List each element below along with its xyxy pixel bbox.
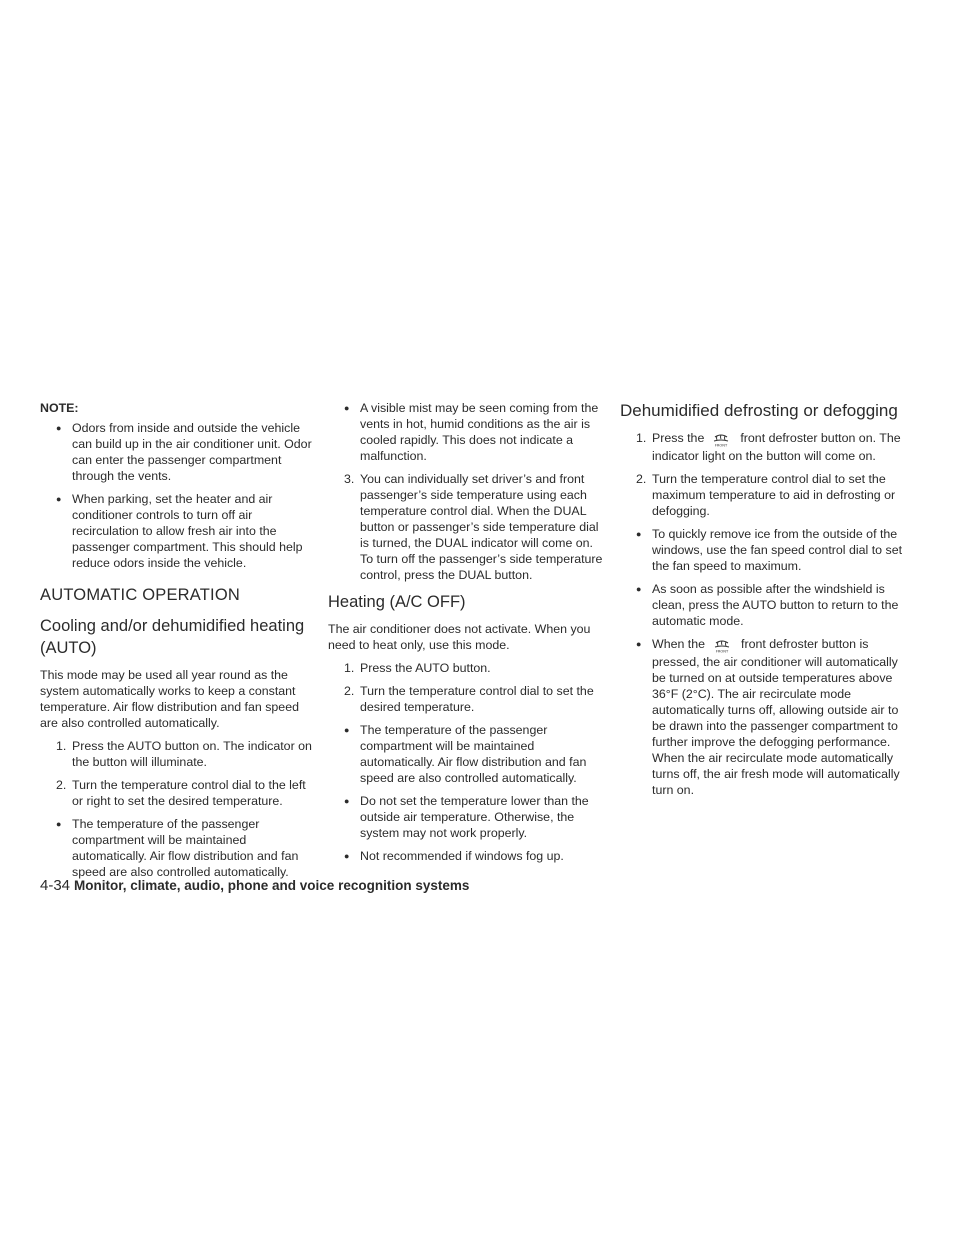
heating-intro: The air conditioner does not activate. When you need to heat only, use this mode.: [328, 622, 591, 652]
step-number: 3.: [344, 472, 355, 486]
chapter-title: Monitor, climate, audio, phone and voice recognition systems: [74, 878, 470, 893]
defrost-bullet-3: [620, 636, 910, 798]
heating-bullet-3: ● Not recommended if windows fog up.: [328, 848, 606, 864]
icon-label: FRONT: [715, 443, 728, 448]
defrost-bullet-2: ● As soon as possible after the windshield is clean, press the AUTO button to return to the automatic mode.: [620, 581, 910, 629]
subsection-title-auto: Cooling and/or dehumidified heating (AUTO): [40, 617, 305, 657]
section-title: AUTOMATIC OPERATION: [40, 586, 240, 604]
step-text: Turn the temperature control dial to set the maximum temperature to aid in defrosting or defogging.: [652, 472, 896, 518]
heating-bullet-2: ● Do not set the temperature lower than the outside air temperature. Otherwise, the system may not work properly.: [328, 793, 606, 841]
step-text: Press the AUTO button on. The indicator on the button will illuminate.: [72, 739, 312, 769]
front-defroster-icon: [706, 432, 736, 448]
defrost-bullet-1: ● To quickly remove ice from the outside of the windows, use the fan speed control dial to set the fan speed to maximum.: [620, 526, 910, 574]
defrost-step-1: [620, 430, 910, 464]
step-text-before: Press the: [652, 431, 705, 445]
icon-label: FRONT: [715, 649, 729, 654]
bullet-text-before: When the: [652, 637, 706, 651]
subsection-title-defrost: Dehumidified defrosting or defogging: [620, 401, 898, 420]
auto-intro: This mode may be used all year round as the system automatically works to keep a constant temperature. Air flow distribution and fan speed are also controlled automatically.: [40, 668, 299, 730]
step-number: 2.: [344, 684, 355, 698]
defrost-step-2: [620, 471, 910, 519]
heating-bullet-1: ● The temperature of the passenger compartment will be maintained automatically. Air flow distribution and fan speed are also controlled automatically.: [328, 722, 606, 786]
column-3: [620, 400, 910, 805]
bullet-text-after: front defroster button is pressed, the air conditioner will automatically be turned on at outside temperatures above 36°F (2°C). The air recirculate mode automatically turns off, allowing outside air to be drawn into the passenger compartment to further improve the defogging performance. When the air recirculate mode automatically turns off, the air fresh mode will automatically turn on.: [652, 637, 900, 797]
note-bullet-2: ● When parking, set the heater and air conditioner controls to turn off air recirculation to allow fresh air into the passenger compartment. This should help reduce odors inside the vehicle.: [40, 491, 318, 571]
step-number: 1.: [56, 739, 67, 753]
subsection-title-heating: Heating (A/C OFF): [328, 593, 466, 611]
column-1: [40, 400, 318, 887]
step-text-after: front defroster button on. The indicator light on the button will come on.: [652, 431, 901, 463]
step-text: Turn the temperature control dial to set the desired temperature.: [360, 684, 594, 714]
step-text: Turn the temperature control dial to the left or right to set the desired temperature.: [72, 778, 306, 808]
heating-step-2: [328, 683, 606, 715]
heating-step-1: [328, 660, 606, 676]
note-bullet-1: ● Odors from inside and outside the vehicle can build up in the air conditioner unit. Odor can enter the passenger compartment through the vents.: [40, 420, 318, 484]
column-2: [328, 400, 606, 871]
auto-step-3: [328, 471, 606, 583]
auto-bullet-2: ● A visible mist may be seen coming from the vents in hot, humid conditions as the air is cooled rapidly. This does not indicate a malfunction.: [328, 400, 606, 464]
step-number: 2.: [56, 778, 67, 792]
page-number: 4-34: [40, 877, 71, 894]
auto-step-2: [40, 777, 318, 809]
step-text: Press the AUTO button.: [360, 661, 491, 675]
note-label: NOTE:: [40, 401, 79, 415]
auto-bullet-1: ● The temperature of the passenger compartment will be maintained automatically. Air flow distribution and fan speed are also controlled automatically.: [40, 816, 318, 880]
step-text: You can individually set driver’s and front passenger’s side temperature using each temperature control dial. When the DUAL button or passenger’s side temperature dial is turned, the DUAL indicator will come on. To turn off the passenger’s side temperature control, press the DUAL button.: [360, 472, 603, 582]
step-number: 1.: [636, 431, 647, 445]
auto-step-1: [40, 738, 318, 770]
front-defroster-icon: [707, 638, 737, 654]
step-number: 2.: [636, 472, 647, 486]
page-footer: [40, 876, 469, 896]
step-number: 1.: [344, 661, 355, 675]
